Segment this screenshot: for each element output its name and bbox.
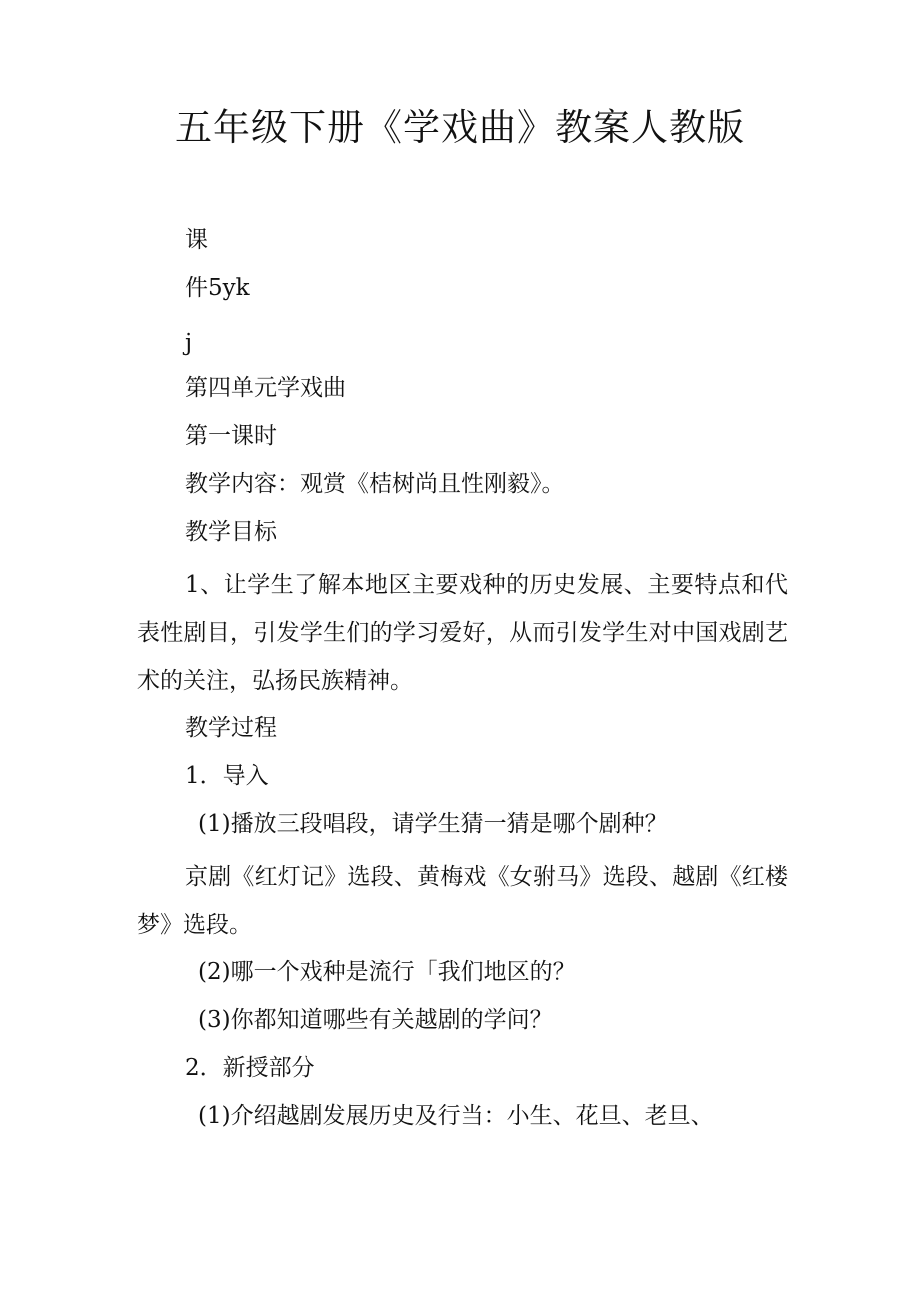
text-line: 件5yk [185,275,250,301]
step-heading-new: 2．新授部分 [185,1055,315,1081]
step-item: (3)你都知道哪些有关越剧的学问？ [198,1007,553,1033]
text-line: 课 [185,227,208,253]
excerpt-paragraph: 京剧《红灯记》选段、黄梅戏《女驸马》选段、越剧《红楼梦》选段。 [137,864,788,938]
section-heading-process: 教学过程 [185,715,277,741]
step-item: (1)介绍越剧发展历史及行当：小生、花旦、老旦、 [198,1103,714,1129]
section-heading-objectives: 教学目标 [185,519,277,545]
unit-heading: 第四单元学戏曲 [185,375,346,401]
step-item: (1)播放三段唱段，请学生猜一猜是哪个剧种？ [198,811,668,837]
lesson-heading: 第一课时 [185,423,277,449]
document-title: 五年级下册《学戏曲》教案人教版 [175,106,745,149]
teaching-content: 教学内容：观赏《桔树尚且性刚毅》。 [185,471,565,497]
step-item: (2)哪一个戏种是流行「我们地区的？ [198,959,576,985]
text-line: j [185,330,193,356]
step-heading-intro: 1．导入 [185,763,269,789]
objective-paragraph: 1、让学生了解本地区主要戏种的历史发展、主要特点和代表性剧目，引发学生们的学习爱好，从而引发学生对中国戏剧艺术的关注，弘扬民族精神。 [137,572,788,694]
